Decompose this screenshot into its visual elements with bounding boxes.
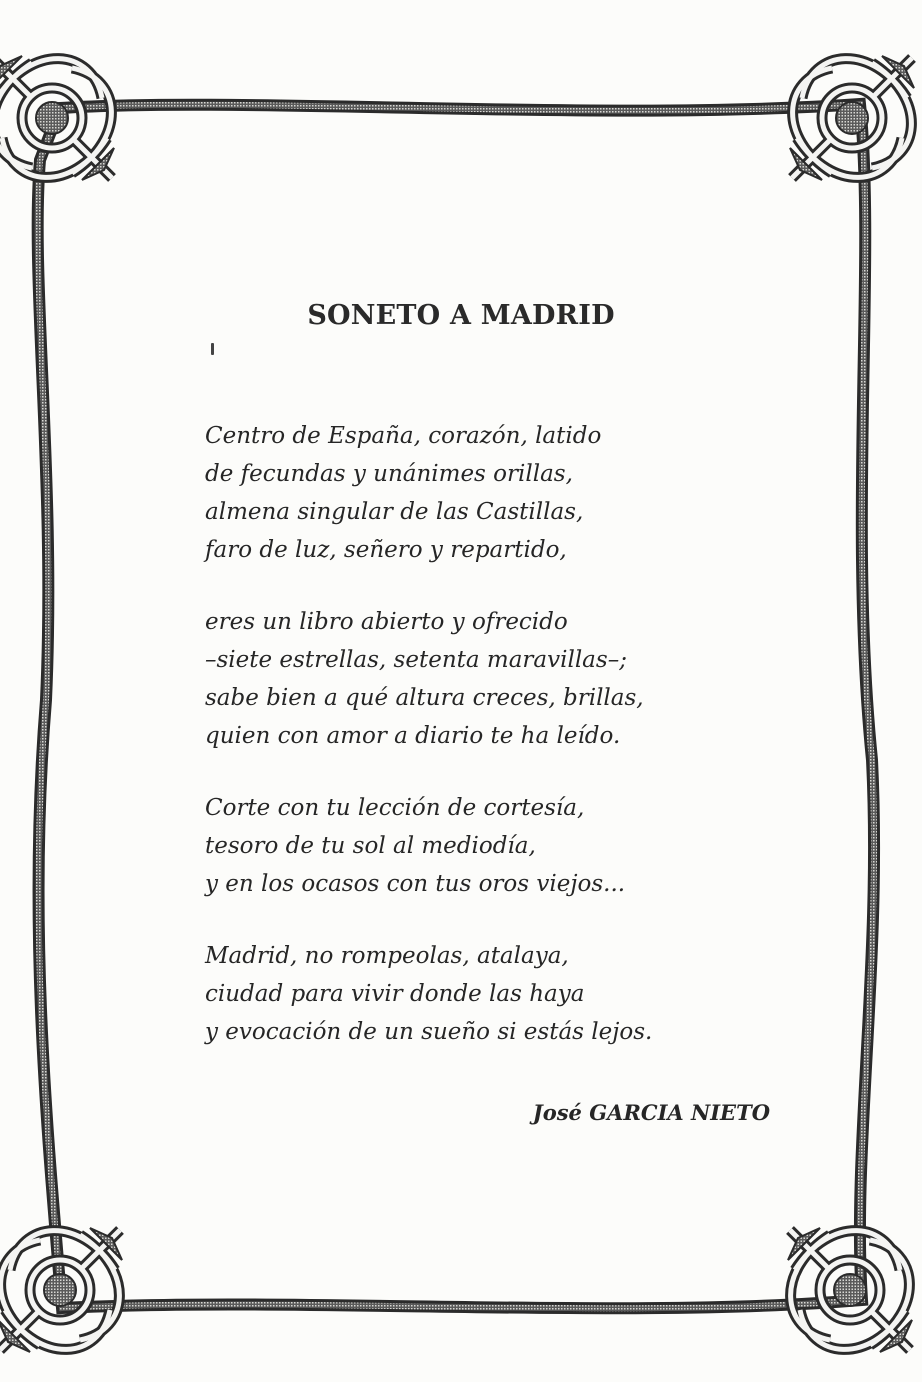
ink-speck xyxy=(211,343,214,355)
poem-line: y evocación de un sueño si estás lejos. xyxy=(205,1019,653,1045)
poem-line: de fecundas y unánimes orillas, xyxy=(205,461,573,487)
stanza-2 xyxy=(205,603,725,755)
poem-line: sabe bien a qué altura creces, brillas, xyxy=(205,685,644,711)
celtic-knot-corner-icon xyxy=(790,56,914,180)
poem-line: eres un libro abierto y ofrecido xyxy=(205,609,568,635)
celtic-knot-corner-icon xyxy=(0,56,114,180)
poem-line: y en los ocasos con tus oros viejos... xyxy=(205,871,626,897)
poem-author: José GARCIA NIETO xyxy=(532,1100,770,1125)
stanza-4 xyxy=(205,937,725,1051)
poem-title: SONETO A MADRID xyxy=(307,300,615,331)
poem-line: ciudad para vivir donde las haya xyxy=(205,981,585,1007)
poem-line: –siete estrellas, setenta maravillas–; xyxy=(205,647,627,673)
stanza-3 xyxy=(205,789,725,903)
poem-line: almena singular de las Castillas, xyxy=(205,499,584,525)
poem-body xyxy=(205,417,725,1085)
poem-line: faro de luz, señero y repartido, xyxy=(205,537,567,563)
poem-line: Madrid, no rompeolas, atalaya, xyxy=(205,943,569,969)
celtic-knot-corner-icon xyxy=(788,1228,912,1352)
poem-line: Centro de España, corazón, latido xyxy=(205,423,602,449)
poem-line: tesoro de tu sol al mediodía, xyxy=(205,833,536,859)
poem-line: Corte con tu lección de cortesía, xyxy=(205,795,585,821)
poem-line: quien con amor a diario te ha leído. xyxy=(205,723,621,749)
stanza-1 xyxy=(205,417,725,569)
